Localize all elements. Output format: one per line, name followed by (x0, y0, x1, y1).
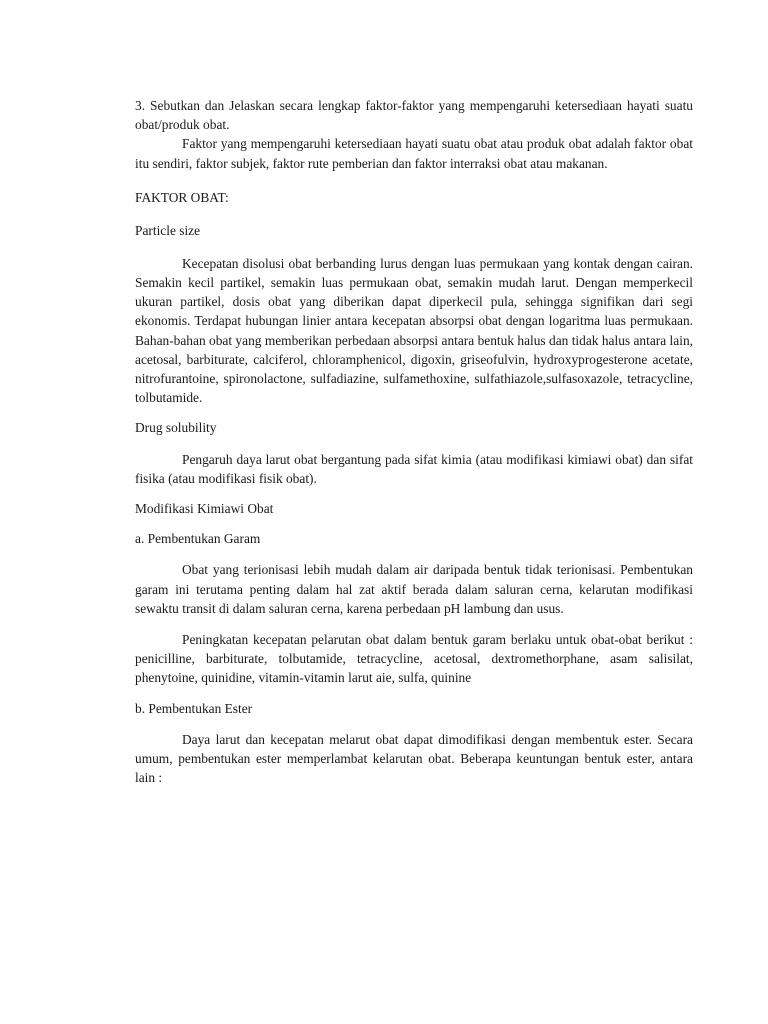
heading-particle-size: Particle size (135, 222, 201, 238)
paragraph-garam-1: Obat yang terionisasi lebih mudah dalam air daripada bentuk tidak terionisasi. Pembentukan garam ini terutama penting dalam hal zat aktif berada dalam saluran cerna, kelarutan modifikasi sewaktu transit di dalam saluran cerna, karena perbedaan pH lambung dan usus. (135, 562, 693, 616)
heading-modifikasi-kimiawi: Modifikasi Kimiawi Obat (135, 501, 274, 517)
paragraph-garam-2: Peningkatan kecepatan pelarutan obat dalam bentuk garam berlaku untuk obat-obat berikut : penicilline, barbiturate, tolbutamide, tetracycline, acetosal, dextromethorphane, asam salisilat, phenytoine, quinidine, vitamin-vitamin larut aie, sulfa, quinine (135, 632, 693, 686)
heading-faktor-obat: FAKTOR OBAT: (135, 190, 229, 206)
paragraph-particle-size: Kecepatan disolusi obat berbanding lurus dengan luas permukaan yang kontak dengan cairan. Semakin kecil partikel, semakin luas permukaan obat, semakin mudah larut. Dengan memperkecil ukuran partikel, dosis obat yang diberikan dapat diperkecil pula, sehingga signifikan dari segi ekonomis. Terdapat hubungan linier antara kecepatan absorpsi obat dengan logaritma luas permukaan. Bahan-bahan obat yang memberikan perbedaan absorpsi antara bentuk halus dan tidak halus antara lain, acetosal, barbiturate, calciferol, chloramphenicol, digoxin, griseofulvin, hydroxyprogesterone acetate, nitrofurantoine, spironolactone, sulfadiazine, sulfamethoxine, sulfathiazole,sulfasoxazole, tetracycline, tolbutamide. (135, 255, 693, 406)
paragraph-ester: Daya larut dan kecepatan melarut obat dapat dimodifikasi dengan membentuk ester. Secara umum, pembentukan ester memperlambat kelarutan obat. Beberapa keuntungan bentuk ester, antara lain : (135, 731, 693, 786)
heading-pembentukan-garam: a. Pembentukan Garam (135, 531, 261, 547)
paragraph-drug-solubility: Pengaruh daya larut obat bergantung pada sifat kimia (atau modifikasi kimiawi obat) dan sifat fisika (atau modifikasi fisik obat). (135, 451, 693, 486)
question-text: 3. Sebutkan dan Jelaskan secara lengkap faktor-faktor yang mempengaruhi ketersediaan hayati suatu obat/produk obat. (135, 98, 693, 133)
intro-paragraph: Faktor yang mempengaruhi ketersediaan hayati suatu obat atau produk obat adalah faktor obat itu sendiri, faktor subjek, faktor rute pemberian dan faktor interraksi obat atau makanan. (135, 136, 693, 172)
heading-pembentukan-ester: b. Pembentukan Ester (135, 700, 253, 716)
heading-drug-solubility: Drug solubility (135, 420, 217, 436)
document-page (135, 96, 693, 787)
